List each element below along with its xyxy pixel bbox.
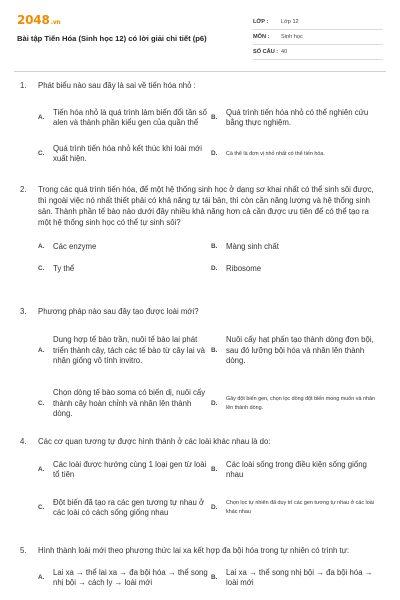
option-text: Chọn dòng tế bào soma có biến dị, nuôi cấy thành cây hoàn chỉnh và nhân lên thành dòng. [53,388,206,419]
option-b[interactable] [211,457,382,483]
options [38,325,382,425]
page-header [0,0,400,66]
meta-row-subject [253,30,383,45]
question-3 [20,306,382,425]
option-d[interactable] [211,489,382,527]
option-text: Cá thể là đơn vị nhỏ nhất có thể tiến hóa. [226,150,325,157]
option-text: Quá trình tiến hóa nhỏ có thể nghiên cứu bằng thực nghiệm. [226,107,369,127]
option-letter: B. [211,573,218,581]
meta-key: SỐ CÂU : [253,49,279,55]
options [38,457,382,527]
option-c[interactable] [38,489,210,527]
question-stem [20,80,382,91]
question-number: 5. [20,546,27,555]
option-a[interactable] [38,457,210,483]
meta-key: MÔN : [253,34,270,40]
option-text: Dung hợp tế bào trần, nuôi tế bào lai phát triển thành cây, tách các tế bào từ cây lai và nhân giống vô tính invitro. [53,335,205,366]
option-letter: B. [211,346,218,354]
option-b[interactable] [211,240,382,254]
option-letter: C. [38,399,45,407]
option-b[interactable] [211,566,382,590]
question-1 [20,80,382,167]
option-text: Các loài được hướng cùng 1 loại gen từ loài tổ tiên [53,459,207,479]
page-title: Bài tập Tiến Hóa (Sinh học 12) có lời giải chi tiết (p6) [17,34,207,43]
option-letter: C. [38,264,45,272]
question-2 [20,184,382,276]
option-text: Nuôi cấy hạt phấn tạo thành dòng đơn bội, sau đó lưỡng bội hóa và nhân lên thành dòng. [226,335,374,366]
meta-row-class [253,15,383,30]
question-stem [20,436,382,447]
option-text: Màng sinh chất [226,241,279,251]
option-d[interactable] [211,262,382,276]
option-letter: A. [38,242,45,250]
option-text: Lai xa → thể lai xa → đa bội hóa → thể song nhị bội → cách ly → loài mới [53,567,208,587]
question-stem [20,184,382,228]
option-letter: B. [211,242,218,250]
meta-key: LỚP : [253,19,269,25]
option-a[interactable] [38,566,210,590]
question-number: 4. [20,437,27,446]
option-b[interactable] [211,99,382,137]
option-letter: B. [211,113,218,121]
option-letter: A. [38,113,45,121]
question-text: Các cơ quan tương tự được hình thành ở các loài khác nhau là do: [38,437,271,446]
option-a[interactable] [38,99,210,137]
option-text: Quá trình tiến hóa nhỏ kết thúc khi loài mới xuất hiện. [53,143,203,163]
option-text: Tiến hóa nhỏ là quá trình làm biến đổi tần số alen và thành phần kiểu gen của quần thể [53,107,208,127]
question-4 [20,436,382,527]
question-stem [20,545,382,556]
header-divider [14,71,386,72]
option-text: Các enzyme [53,241,97,251]
option-text: Ty thể [53,263,75,273]
option-letter: D. [211,149,218,157]
meta-row-count [253,45,383,60]
question-text: Trong các quá trình tiến hóa, để một hệ thống sinh học ở dạng sơ khai nhất có thể sinh sôi được, thì ngoài việc nó nhất thiết phải có khả năng tự tái bản, thì còn cần năng lượng và hệ thống sinh sản. Thành phần tế bào nào dưới đây nhiều khả năng hơn cả cần được ưu tiên để có thể tạo ra một hệ thống sinh học có thể tự sinh sôi? [38,185,374,227]
question-number: 1. [20,81,27,90]
question-text: Hình thành loài mới theo phương thức lai xa kết hợp đa bội hóa trong tự nhiên có trình tự: [38,546,350,555]
option-letter: D. [211,264,218,272]
option-letter: A. [38,573,45,581]
option-text: Chọn lọc tự nhiên đã duy trì các gen tương tự nhau ở các loài khác nhau [226,500,374,515]
logo-suffix: .vn [50,19,61,26]
option-letter: A. [38,465,45,473]
option-text: Đột biến đã tạo ra các gen tương tự nhau ở các loài có cách sống giống nhau [53,497,205,517]
option-text: Ribosome [226,263,262,273]
option-c[interactable] [38,141,210,167]
option-letter: D. [211,399,218,407]
question-number: 3. [20,307,27,316]
option-a[interactable] [38,325,210,377]
option-letter: B. [211,465,218,473]
meta-table [253,15,383,60]
option-letter: C. [38,149,45,157]
option-text: Lai xa → thể song nhị bội → đa bội hóa → loài mới [226,567,373,587]
option-c[interactable] [38,385,210,423]
option-b[interactable] [211,325,382,377]
site-logo[interactable] [17,13,60,27]
logo-text: 2048 [17,13,50,27]
option-d[interactable] [211,385,382,423]
option-letter: D. [211,503,218,511]
question-number: 2. [20,185,27,194]
question-5 [20,545,382,590]
question-text: Phát biểu nào sau đây là sai về tiến hóa nhỏ : [38,81,196,90]
option-d[interactable] [211,141,382,167]
option-letter: C. [38,503,45,511]
question-text: Phương pháp nào sau đây tạo được loài mới? [38,307,199,316]
meta-value: 40 [281,49,288,55]
options [38,566,382,590]
option-text: Gây đột biến gen, chọn lọc dòng đột biến mong muốn và nhân lên thành dòng. [226,396,375,411]
options [38,240,382,276]
option-text: Các loài sống trong điều kiện sống giống nhau [226,459,367,479]
option-letter: A. [38,346,45,354]
option-a[interactable] [38,240,210,254]
meta-value: Lớp 12 [281,19,299,25]
option-c[interactable] [38,262,210,276]
meta-value: Sinh học [281,34,303,40]
question-stem [20,306,382,317]
options [38,99,382,167]
